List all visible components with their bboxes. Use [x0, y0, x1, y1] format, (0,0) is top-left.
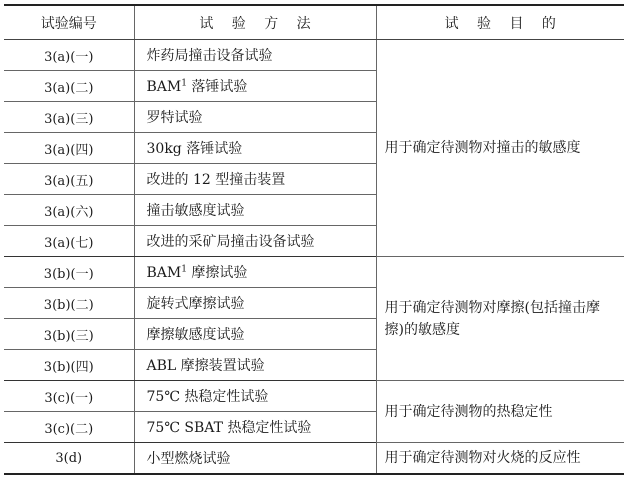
- test-method-cell: 改进的采矿局撞击设备试验: [134, 226, 376, 257]
- purpose-impact-cell: 用于确定待测物对撞击的敏感度: [376, 40, 624, 257]
- test-method-cell: [134, 71, 376, 102]
- test-number-cell: 3(a)(三): [4, 102, 134, 133]
- table-row: [4, 381, 624, 412]
- test-method-cell: 小型燃烧试验: [134, 443, 376, 475]
- method-text: BAM: [146, 265, 182, 281]
- test-methods-table: [4, 4, 624, 475]
- header-test-number: 试验编号: [4, 5, 134, 40]
- header-test-purpose: 试 验 目 的: [376, 5, 624, 40]
- test-number-cell: 3(c)(二): [4, 412, 134, 443]
- test-number-cell: 3(a)(二): [4, 71, 134, 102]
- test-number-cell: 3(b)(三): [4, 319, 134, 350]
- test-method-cell: ABL 摩擦装置试验: [134, 350, 376, 381]
- test-number-cell: 3(b)(一): [4, 257, 134, 288]
- test-method-cell: 30kg 落锤试验: [134, 133, 376, 164]
- table-row: [4, 257, 624, 288]
- test-number-cell: 3(c)(一): [4, 381, 134, 412]
- test-number-cell: 3(a)(五): [4, 164, 134, 195]
- table-row: [4, 40, 624, 71]
- test-number-cell: 3(b)(四): [4, 350, 134, 381]
- purpose-thermal-cell: 用于确定待测物的热稳定性: [376, 381, 624, 443]
- test-number-cell: 3(d): [4, 443, 134, 475]
- test-method-cell: 旋转式摩擦试验: [134, 288, 376, 319]
- test-method-cell: 75℃ SBAT 热稳定性试验: [134, 412, 376, 443]
- footnote-marker: 1: [181, 264, 187, 275]
- method-text-tail: 落锤试验: [186, 79, 248, 95]
- table-row: [4, 443, 624, 475]
- test-method-cell: 罗特试验: [134, 102, 376, 133]
- purpose-friction-cell: 用于确定待测物对摩擦(包括撞击摩擦)的敏感度: [376, 257, 624, 381]
- test-number-cell: 3(b)(二): [4, 288, 134, 319]
- header-test-method: 试 验 方 法: [134, 5, 376, 40]
- test-number-cell: 3(a)(四): [4, 133, 134, 164]
- test-number-cell: 3(a)(七): [4, 226, 134, 257]
- test-method-cell: 75℃ 热稳定性试验: [134, 381, 376, 412]
- test-method-cell: 撞击敏感度试验: [134, 195, 376, 226]
- purpose-fire-cell: 用于确定待测物对火烧的反应性: [376, 443, 624, 475]
- header-row: [4, 5, 624, 40]
- test-number-cell: 3(a)(六): [4, 195, 134, 226]
- test-method-cell: 摩擦敏感度试验: [134, 319, 376, 350]
- method-text-tail: 摩擦试验: [186, 265, 248, 281]
- test-number-cell: 3(a)(一): [4, 40, 134, 71]
- test-method-cell: 改进的 12 型撞击装置: [134, 164, 376, 195]
- method-text: BAM: [146, 79, 182, 95]
- test-method-cell: [134, 257, 376, 288]
- test-method-cell: 炸药局撞击设备试验: [134, 40, 376, 71]
- footnote-marker: 1: [181, 78, 187, 89]
